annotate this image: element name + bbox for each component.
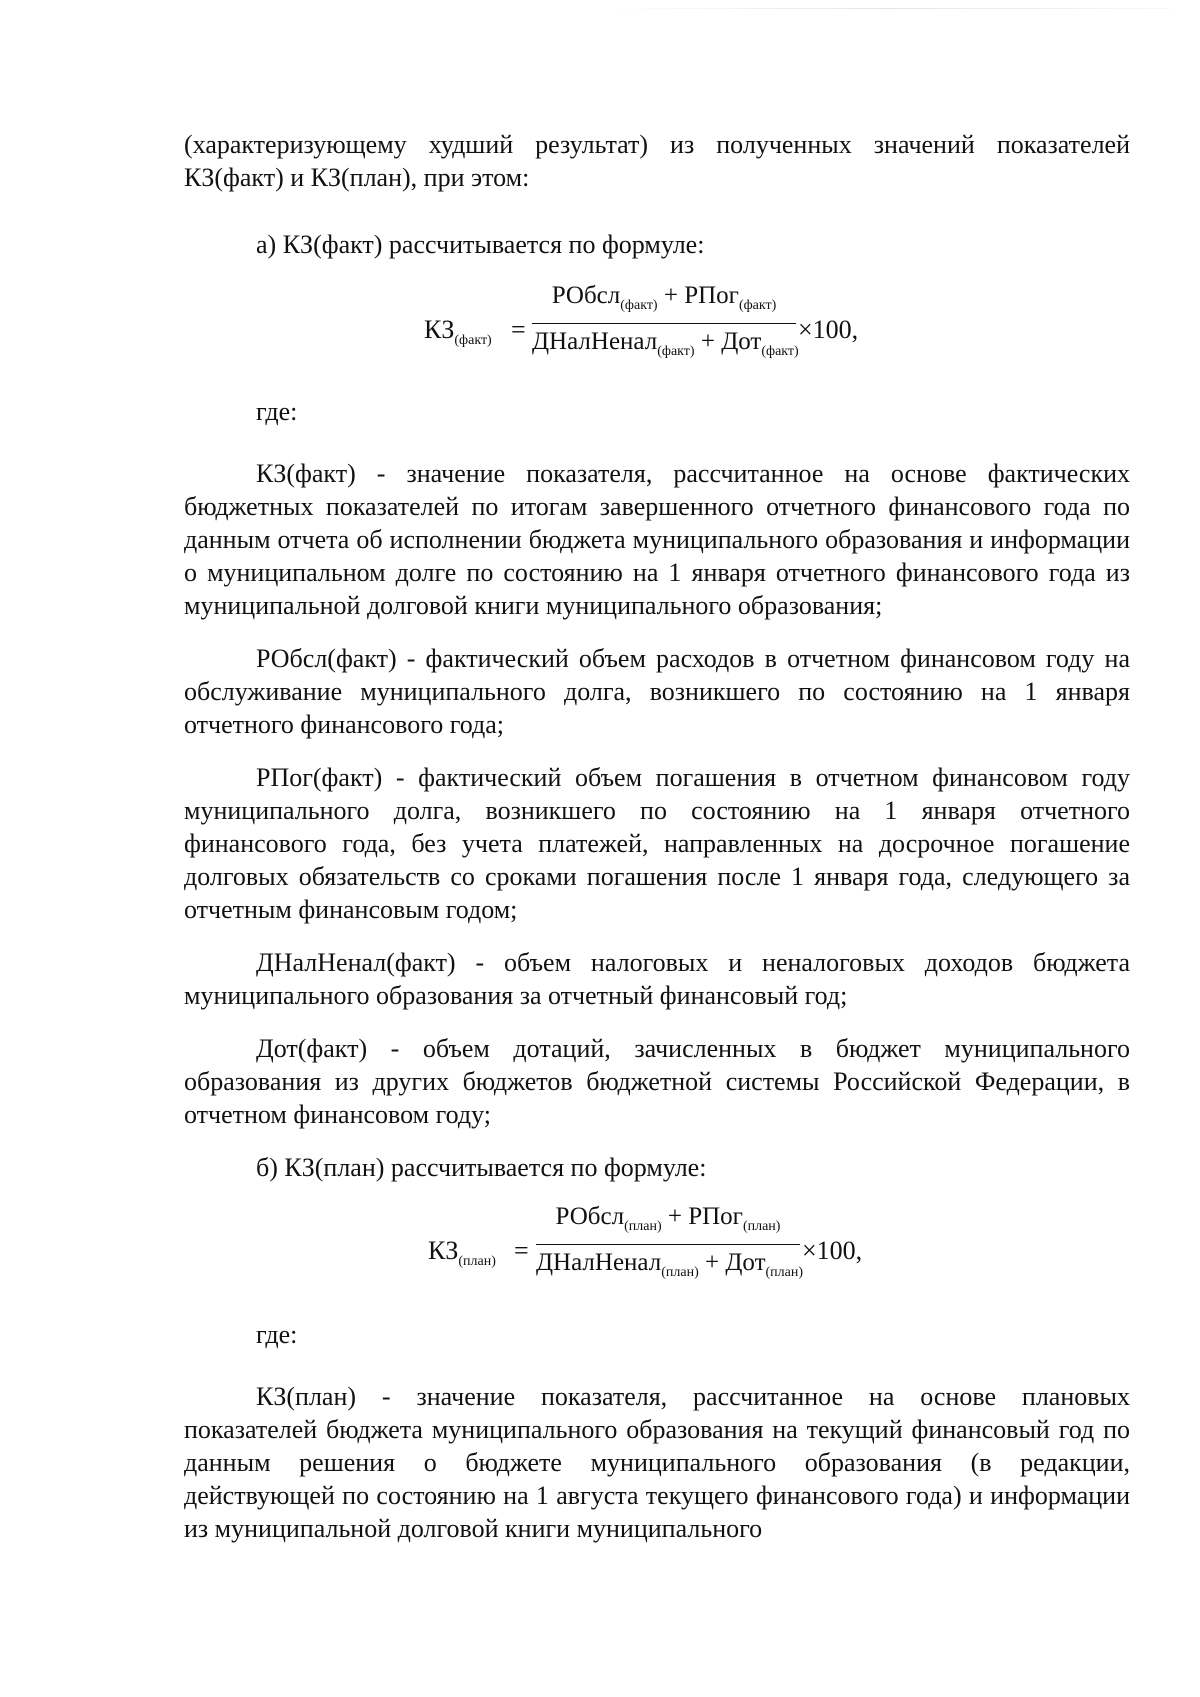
formula-plan-lhs: $КЗ_{(план)}$ [428,1236,496,1270]
formula-fact-multiplier: ×100, [798,315,859,344]
formula-fact-denominator: ДНалНенал$_{(факт)}$ + Дот$_{(факт)}$ [532,328,799,359]
formula-plan-numerator: РОбсл$_{(план)}$ + РПог$_{(план)}$ [555,1203,781,1234]
formula-fact-numerator: РОбсл$_{(факт)}$ + РПог$_{(факт)}$ [551,282,777,313]
definition-rpog-fact: РПог(факт) - фактический объем погашения в отчетном финансовом году муниципального долга, возникшего по состоянию на 1 января отчетного финансового года, без учета платежей, направленных на досрочное погашение долговых обязательств со сроками погашения после 1 января года, следующего за отчетным финансовым годом; [184,763,1130,924]
formula-plan-fraction [536,1202,804,1288]
heading-a-kz-fact: а) КЗ(факт) рассчитывается по формуле: [256,230,705,259]
definition-dot-fact: Дот(факт) - объем дотаций, зачисленных в бюджет муниципального образования из других бюджетов бюджетной системы Российской Федерации, в отчетном финансовом году; [184,1034,1130,1129]
paragraph-intro: (характеризующему худший результат) из полученных значений показателей КЗ(факт) и КЗ(план), при этом: [184,130,1130,192]
formula-plan-bar [536,1244,800,1245]
formula-fact-lhs: $КЗ_{(факт)}$ [424,315,492,349]
scan-artifact-line [600,8,1170,9]
definition-kz-fact: КЗ(факт) - значение показателя, рассчитанное на основе фактических бюджетных показателей по итогам завершенного отчетного финансового года по данным отчета об исполнении бюджета муниципального образования и информации о муниципальном долге по состоянию на 1 января отчетного финансового года из муниципальной долговой книги муниципального образования; [184,459,1130,620]
formula-plan-denominator: ДНалНенал$_{(план)}$ + Дот$_{(план)}$ [536,1249,804,1280]
label-where-1: где: [256,397,298,426]
formula-kz-plan [184,1202,1130,1292]
formula-fact-fraction [532,281,799,367]
definition-kz-plan: КЗ(план) - значение показателя, рассчитанное на основе плановых показателей бюджета муниципального образования на текущий финансовый год по данным решения о бюджете муниципального образования (в редакции, действующей по состоянию на 1 августа текущего финансового года) и информации из муниципальной долговой книги муниципального [184,1382,1130,1543]
heading-b-kz-plan: б) КЗ(план) рассчитывается по формуле: [256,1153,707,1182]
formula-fact-bar [532,323,796,324]
definition-robsl-fact: РОбсл(факт) - фактический объем расходов в отчетном финансовом году на обслуживание муниципального долга, возникшего по состоянию на 1 января отчетного финансового года; [184,644,1130,739]
document-page [184,128,1130,1545]
formula-fact-equals: = [511,315,526,344]
label-where-2: где: [256,1320,298,1349]
formula-kz-fact [184,281,1130,371]
formula-plan-equals: = [514,1236,529,1265]
formula-plan-multiplier: ×100, [802,1236,863,1265]
definition-dnalnenal-fact: ДНалНенал(факт) - объем налоговых и неналоговых доходов бюджета муниципального образования за отчетный финансовый год; [184,948,1130,1010]
